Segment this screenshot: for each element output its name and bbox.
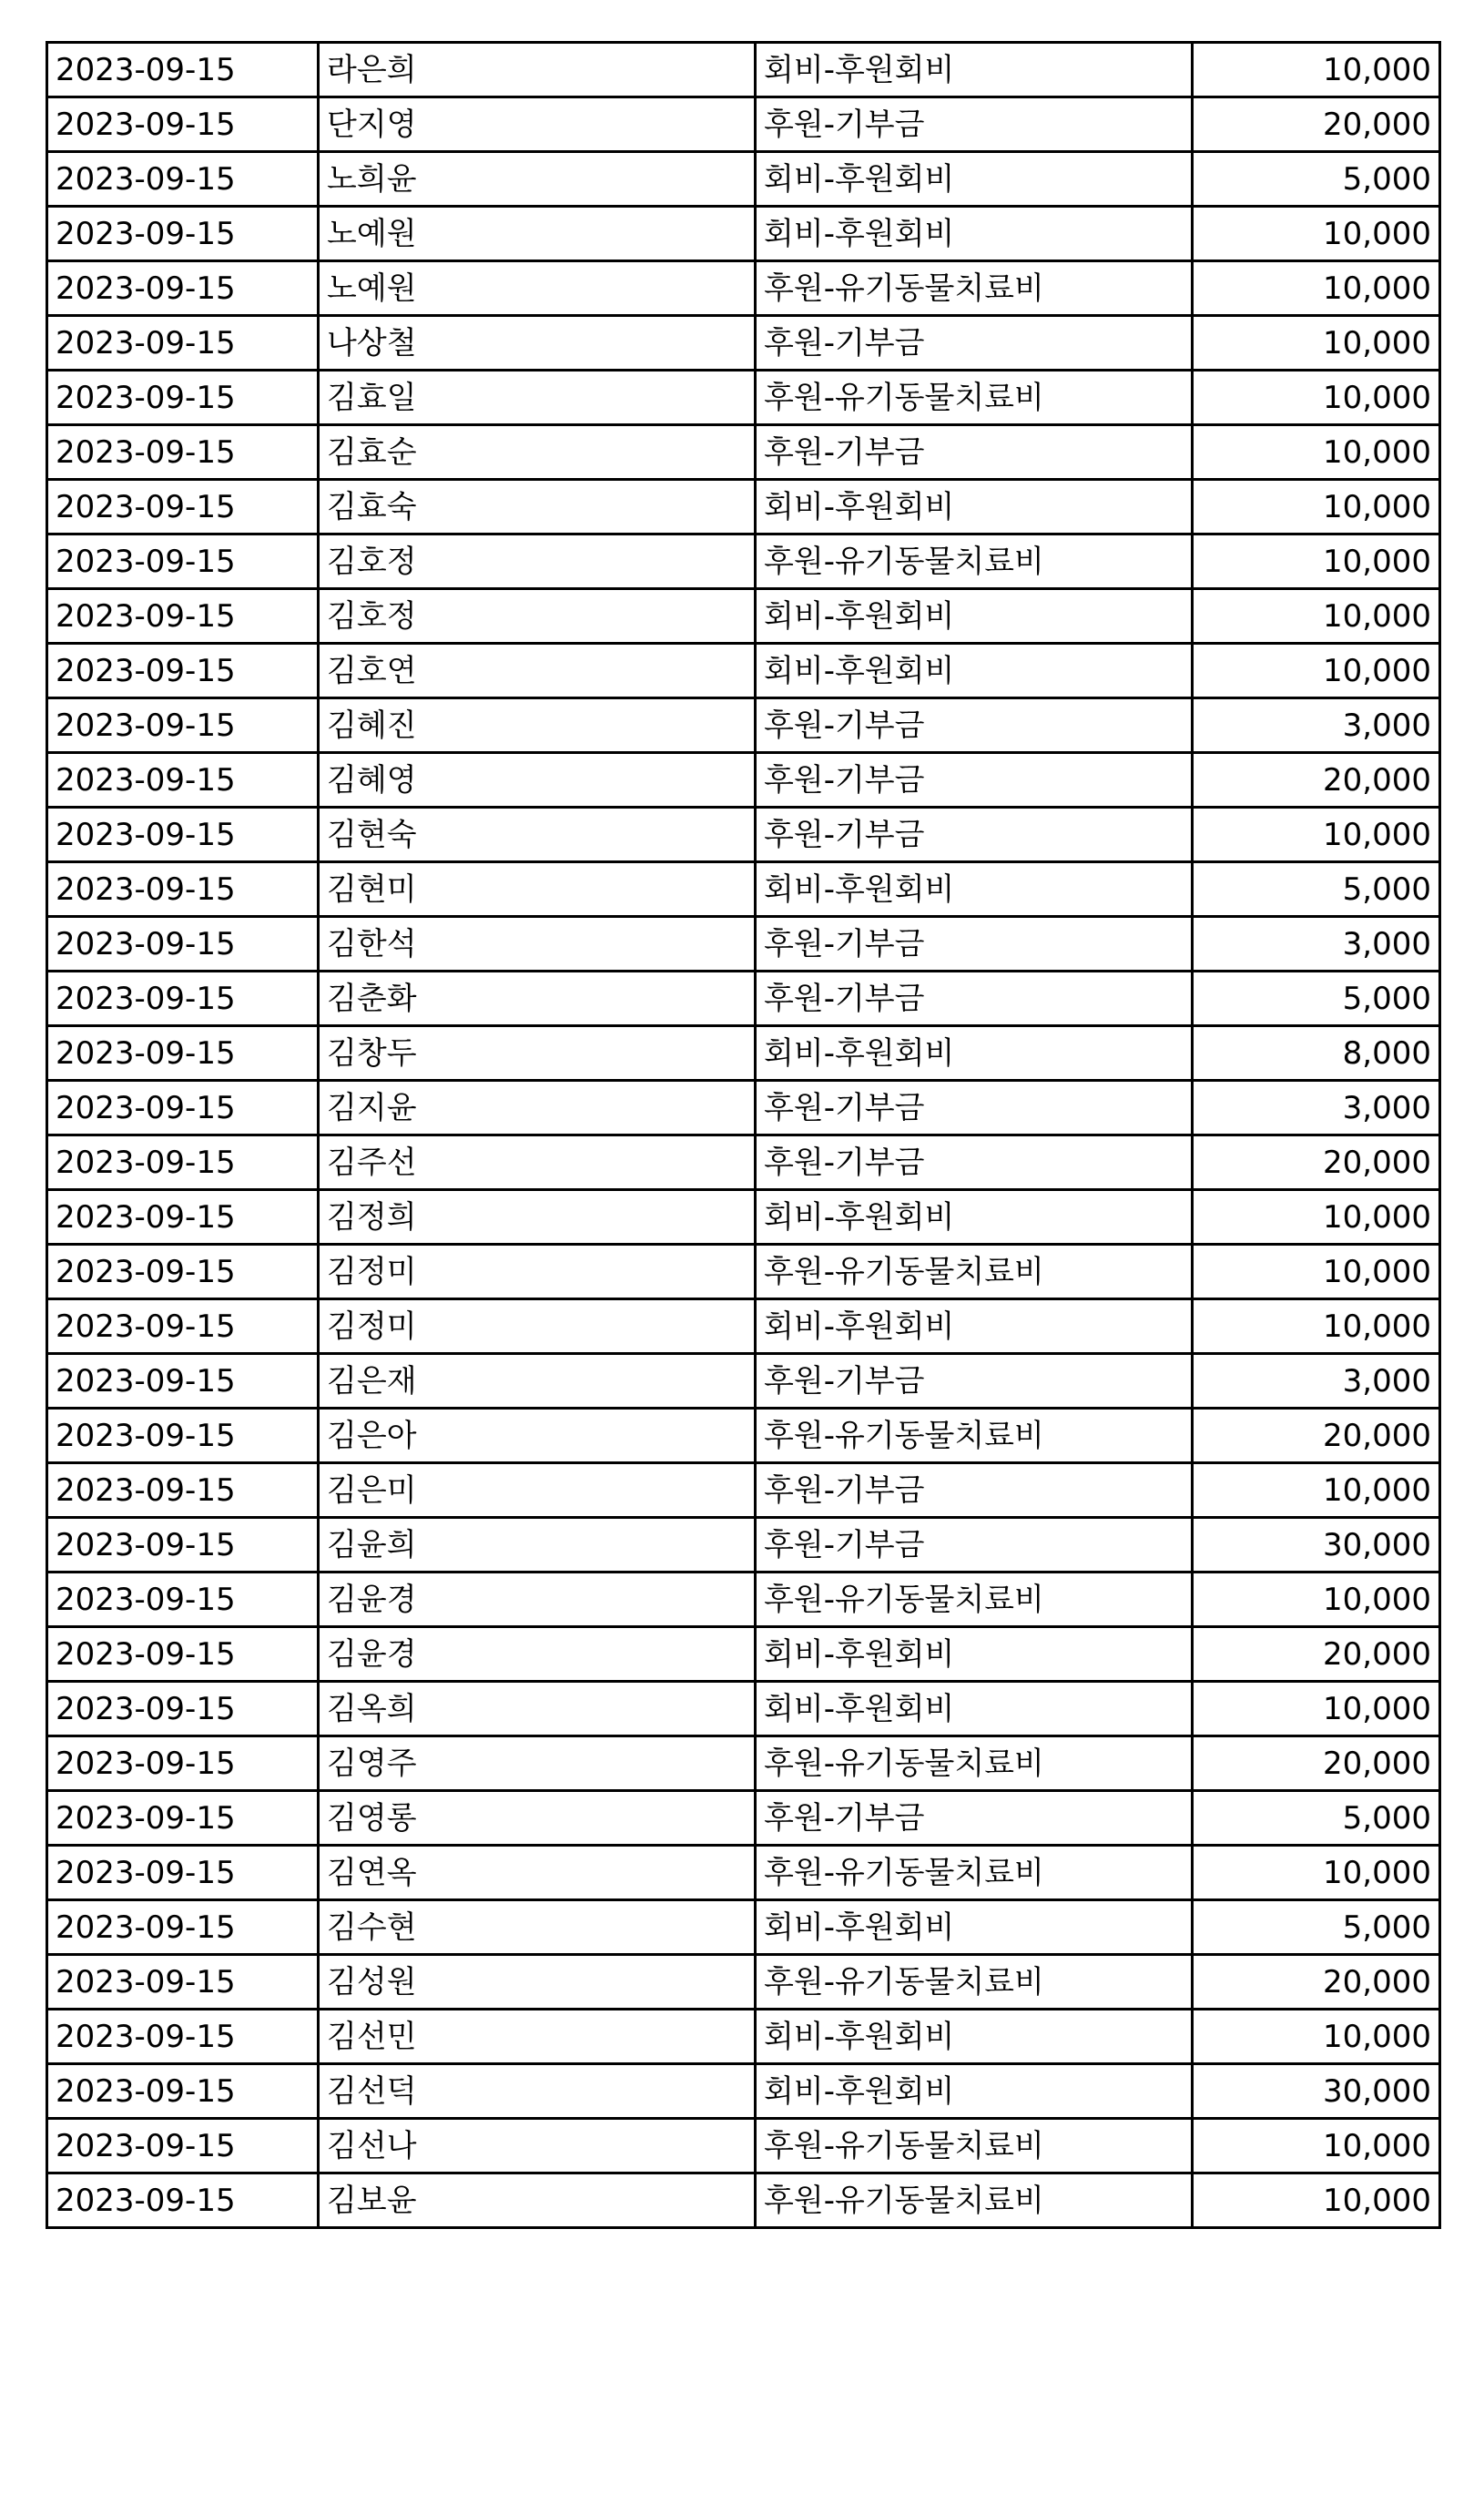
donor-name-cell: 김정미 <box>319 1299 756 1354</box>
category-cell: 회비-후원회비 <box>756 1026 1193 1081</box>
date-cell: 2023-09-15 <box>47 1299 319 1354</box>
date-cell: 2023-09-15 <box>47 1573 319 1627</box>
category-cell: 후원-유기동물치료비 <box>756 1573 1193 1627</box>
amount-cell: 10,000 <box>1193 316 1440 371</box>
table-row <box>47 1846 1440 1900</box>
category-cell: 후원-기부금 <box>756 1135 1193 1190</box>
table-row <box>47 1736 1440 1791</box>
date-cell: 2023-09-15 <box>47 808 319 862</box>
table-row <box>47 43 1440 97</box>
table-row <box>47 1573 1440 1627</box>
table-row <box>47 1190 1440 1245</box>
donor-name-cell: 노희윤 <box>319 152 756 207</box>
amount-cell: 20,000 <box>1193 1135 1440 1190</box>
date-cell: 2023-09-15 <box>47 534 319 589</box>
date-cell: 2023-09-15 <box>47 1846 319 1900</box>
date-cell: 2023-09-15 <box>47 1190 319 1245</box>
donor-name-cell: 김은미 <box>319 1463 756 1518</box>
donor-name-cell: 김영주 <box>319 1736 756 1791</box>
table-row <box>47 207 1440 261</box>
donor-name-cell: 김선덕 <box>319 2064 756 2119</box>
category-cell: 후원-유기동물치료비 <box>756 2119 1193 2173</box>
donor-name-cell: 김혜진 <box>319 698 756 753</box>
amount-cell: 20,000 <box>1193 1736 1440 1791</box>
table-row <box>47 2064 1440 2119</box>
amount-cell: 10,000 <box>1193 2010 1440 2064</box>
amount-cell: 10,000 <box>1193 43 1440 97</box>
amount-cell: 5,000 <box>1193 152 1440 207</box>
table-row <box>47 1791 1440 1846</box>
category-cell: 회비-후원회비 <box>756 207 1193 261</box>
amount-cell: 5,000 <box>1193 862 1440 917</box>
category-cell: 회비-후원회비 <box>756 1682 1193 1736</box>
donor-name-cell: 김윤경 <box>319 1573 756 1627</box>
date-cell: 2023-09-15 <box>47 644 319 698</box>
amount-cell: 10,000 <box>1193 644 1440 698</box>
date-cell: 2023-09-15 <box>47 261 319 316</box>
donor-name-cell: 단지영 <box>319 97 756 152</box>
table-row <box>47 808 1440 862</box>
category-cell: 후원-유기동물치료비 <box>756 1955 1193 2010</box>
date-cell: 2023-09-15 <box>47 753 319 808</box>
donor-name-cell: 김성원 <box>319 1955 756 2010</box>
amount-cell: 10,000 <box>1193 1682 1440 1736</box>
category-cell: 후원-기부금 <box>756 425 1193 480</box>
table-row <box>47 534 1440 589</box>
category-cell: 후원-유기동물치료비 <box>756 534 1193 589</box>
date-cell: 2023-09-15 <box>47 1463 319 1518</box>
donor-name-cell: 김호정 <box>319 534 756 589</box>
table-row <box>47 152 1440 207</box>
date-cell: 2023-09-15 <box>47 1135 319 1190</box>
category-cell: 회비-후원회비 <box>756 589 1193 644</box>
amount-cell: 10,000 <box>1193 371 1440 425</box>
category-cell: 후원-유기동물치료비 <box>756 2173 1193 2228</box>
table-row <box>47 698 1440 753</box>
table-row <box>47 1135 1440 1190</box>
table-row <box>47 589 1440 644</box>
donor-name-cell: 김보윤 <box>319 2173 756 2228</box>
amount-cell: 5,000 <box>1193 1791 1440 1846</box>
amount-cell: 10,000 <box>1193 207 1440 261</box>
amount-cell: 10,000 <box>1193 1245 1440 1299</box>
table-row <box>47 972 1440 1026</box>
category-cell: 회비-후원회비 <box>756 480 1193 534</box>
donor-name-cell: 김연옥 <box>319 1846 756 1900</box>
date-cell: 2023-09-15 <box>47 1682 319 1736</box>
amount-cell: 10,000 <box>1193 1846 1440 1900</box>
donation-ledger-table <box>46 41 1441 2229</box>
donor-name-cell: 김춘화 <box>319 972 756 1026</box>
donor-name-cell: 김윤경 <box>319 1627 756 1682</box>
table-row <box>47 753 1440 808</box>
category-cell: 후원-유기동물치료비 <box>756 371 1193 425</box>
table-row <box>47 1409 1440 1463</box>
table-row <box>47 261 1440 316</box>
amount-cell: 3,000 <box>1193 1081 1440 1135</box>
amount-cell: 8,000 <box>1193 1026 1440 1081</box>
category-cell: 후원-기부금 <box>756 1081 1193 1135</box>
category-cell: 회비-후원회비 <box>756 1627 1193 1682</box>
table-row <box>47 1026 1440 1081</box>
table-row <box>47 917 1440 972</box>
date-cell: 2023-09-15 <box>47 698 319 753</box>
amount-cell: 10,000 <box>1193 1573 1440 1627</box>
category-cell: 회비-후원회비 <box>756 1190 1193 1245</box>
table-row <box>47 425 1440 480</box>
date-cell: 2023-09-15 <box>47 2173 319 2228</box>
amount-cell: 10,000 <box>1193 480 1440 534</box>
donor-name-cell: 김정희 <box>319 1190 756 1245</box>
category-cell: 후원-유기동물치료비 <box>756 1409 1193 1463</box>
donor-name-cell: 김창두 <box>319 1026 756 1081</box>
table-row <box>47 1900 1440 1955</box>
date-cell: 2023-09-15 <box>47 43 319 97</box>
date-cell: 2023-09-15 <box>47 862 319 917</box>
date-cell: 2023-09-15 <box>47 589 319 644</box>
donor-name-cell: 김수현 <box>319 1900 756 1955</box>
date-cell: 2023-09-15 <box>47 152 319 207</box>
amount-cell: 10,000 <box>1193 589 1440 644</box>
amount-cell: 20,000 <box>1193 753 1440 808</box>
date-cell: 2023-09-15 <box>47 1955 319 2010</box>
amount-cell: 10,000 <box>1193 1190 1440 1245</box>
date-cell: 2023-09-15 <box>47 207 319 261</box>
category-cell: 회비-후원회비 <box>756 152 1193 207</box>
amount-cell: 10,000 <box>1193 2173 1440 2228</box>
donor-name-cell: 라은희 <box>319 43 756 97</box>
donor-name-cell: 김현미 <box>319 862 756 917</box>
category-cell: 후원-기부금 <box>756 753 1193 808</box>
date-cell: 2023-09-15 <box>47 1627 319 1682</box>
donor-name-cell: 김호정 <box>319 589 756 644</box>
date-cell: 2023-09-15 <box>47 1518 319 1573</box>
donor-name-cell: 김은아 <box>319 1409 756 1463</box>
donor-name-cell: 김옥희 <box>319 1682 756 1736</box>
ledger-body <box>47 43 1440 2228</box>
donor-name-cell: 김선나 <box>319 2119 756 2173</box>
category-cell: 후원-기부금 <box>756 917 1193 972</box>
category-cell: 회비-후원회비 <box>756 644 1193 698</box>
date-cell: 2023-09-15 <box>47 1026 319 1081</box>
amount-cell: 10,000 <box>1193 2119 1440 2173</box>
table-row <box>47 1682 1440 1736</box>
amount-cell: 5,000 <box>1193 1900 1440 1955</box>
table-row <box>47 2173 1440 2228</box>
category-cell: 후원-기부금 <box>756 97 1193 152</box>
table-row <box>47 1299 1440 1354</box>
category-cell: 회비-후원회비 <box>756 43 1193 97</box>
donor-name-cell: 나상철 <box>319 316 756 371</box>
category-cell: 후원-기부금 <box>756 1518 1193 1573</box>
amount-cell: 30,000 <box>1193 2064 1440 2119</box>
table-row <box>47 1627 1440 1682</box>
date-cell: 2023-09-15 <box>47 371 319 425</box>
donor-name-cell: 김영롱 <box>319 1791 756 1846</box>
table-row <box>47 97 1440 152</box>
donor-name-cell: 김현숙 <box>319 808 756 862</box>
donor-name-cell: 김은재 <box>319 1354 756 1409</box>
donor-name-cell: 김주선 <box>319 1135 756 1190</box>
donor-name-cell: 김정미 <box>319 1245 756 1299</box>
table-row <box>47 1463 1440 1518</box>
date-cell: 2023-09-15 <box>47 97 319 152</box>
donor-name-cell: 노예원 <box>319 261 756 316</box>
table-row <box>47 1518 1440 1573</box>
donor-name-cell: 김윤희 <box>319 1518 756 1573</box>
category-cell: 후원-유기동물치료비 <box>756 1245 1193 1299</box>
donor-name-cell: 김효숙 <box>319 480 756 534</box>
amount-cell: 3,000 <box>1193 698 1440 753</box>
category-cell: 후원-기부금 <box>756 1354 1193 1409</box>
date-cell: 2023-09-15 <box>47 2064 319 2119</box>
date-cell: 2023-09-15 <box>47 1409 319 1463</box>
table-row <box>47 2119 1440 2173</box>
category-cell: 후원-기부금 <box>756 972 1193 1026</box>
category-cell: 회비-후원회비 <box>756 862 1193 917</box>
date-cell: 2023-09-15 <box>47 1081 319 1135</box>
amount-cell: 30,000 <box>1193 1518 1440 1573</box>
donor-name-cell: 김호연 <box>319 644 756 698</box>
table-row <box>47 1245 1440 1299</box>
donor-name-cell: 김선민 <box>319 2010 756 2064</box>
donor-name-cell: 김효일 <box>319 371 756 425</box>
amount-cell: 20,000 <box>1193 1409 1440 1463</box>
table-row <box>47 862 1440 917</box>
date-cell: 2023-09-15 <box>47 917 319 972</box>
amount-cell: 10,000 <box>1193 1463 1440 1518</box>
category-cell: 회비-후원회비 <box>756 1900 1193 1955</box>
amount-cell: 3,000 <box>1193 917 1440 972</box>
table-row <box>47 644 1440 698</box>
amount-cell: 10,000 <box>1193 1299 1440 1354</box>
category-cell: 회비-후원회비 <box>756 1299 1193 1354</box>
date-cell: 2023-09-15 <box>47 2010 319 2064</box>
date-cell: 2023-09-15 <box>47 316 319 371</box>
category-cell: 회비-후원회비 <box>756 2010 1193 2064</box>
table-row <box>47 480 1440 534</box>
donor-name-cell: 김지윤 <box>319 1081 756 1135</box>
table-row <box>47 371 1440 425</box>
category-cell: 후원-기부금 <box>756 1791 1193 1846</box>
date-cell: 2023-09-15 <box>47 480 319 534</box>
category-cell: 후원-유기동물치료비 <box>756 261 1193 316</box>
category-cell: 후원-유기동물치료비 <box>756 1736 1193 1791</box>
date-cell: 2023-09-15 <box>47 1791 319 1846</box>
amount-cell: 10,000 <box>1193 534 1440 589</box>
amount-cell: 3,000 <box>1193 1354 1440 1409</box>
date-cell: 2023-09-15 <box>47 1900 319 1955</box>
amount-cell: 10,000 <box>1193 425 1440 480</box>
amount-cell: 10,000 <box>1193 261 1440 316</box>
category-cell: 후원-기부금 <box>756 698 1193 753</box>
date-cell: 2023-09-15 <box>47 1354 319 1409</box>
amount-cell: 20,000 <box>1193 1627 1440 1682</box>
date-cell: 2023-09-15 <box>47 972 319 1026</box>
table-row <box>47 316 1440 371</box>
donor-name-cell: 김효순 <box>319 425 756 480</box>
date-cell: 2023-09-15 <box>47 425 319 480</box>
table-row <box>47 2010 1440 2064</box>
date-cell: 2023-09-15 <box>47 1245 319 1299</box>
amount-cell: 20,000 <box>1193 1955 1440 2010</box>
date-cell: 2023-09-15 <box>47 1736 319 1791</box>
table-row <box>47 1081 1440 1135</box>
category-cell: 후원-유기동물치료비 <box>756 1846 1193 1900</box>
category-cell: 후원-기부금 <box>756 316 1193 371</box>
amount-cell: 20,000 <box>1193 97 1440 152</box>
amount-cell: 10,000 <box>1193 808 1440 862</box>
table-row <box>47 1354 1440 1409</box>
category-cell: 후원-기부금 <box>756 808 1193 862</box>
donor-name-cell: 노예원 <box>319 207 756 261</box>
donor-name-cell: 김한석 <box>319 917 756 972</box>
category-cell: 후원-기부금 <box>756 1463 1193 1518</box>
donor-name-cell: 김혜영 <box>319 753 756 808</box>
table-row <box>47 1955 1440 2010</box>
date-cell: 2023-09-15 <box>47 2119 319 2173</box>
amount-cell: 5,000 <box>1193 972 1440 1026</box>
category-cell: 회비-후원회비 <box>756 2064 1193 2119</box>
